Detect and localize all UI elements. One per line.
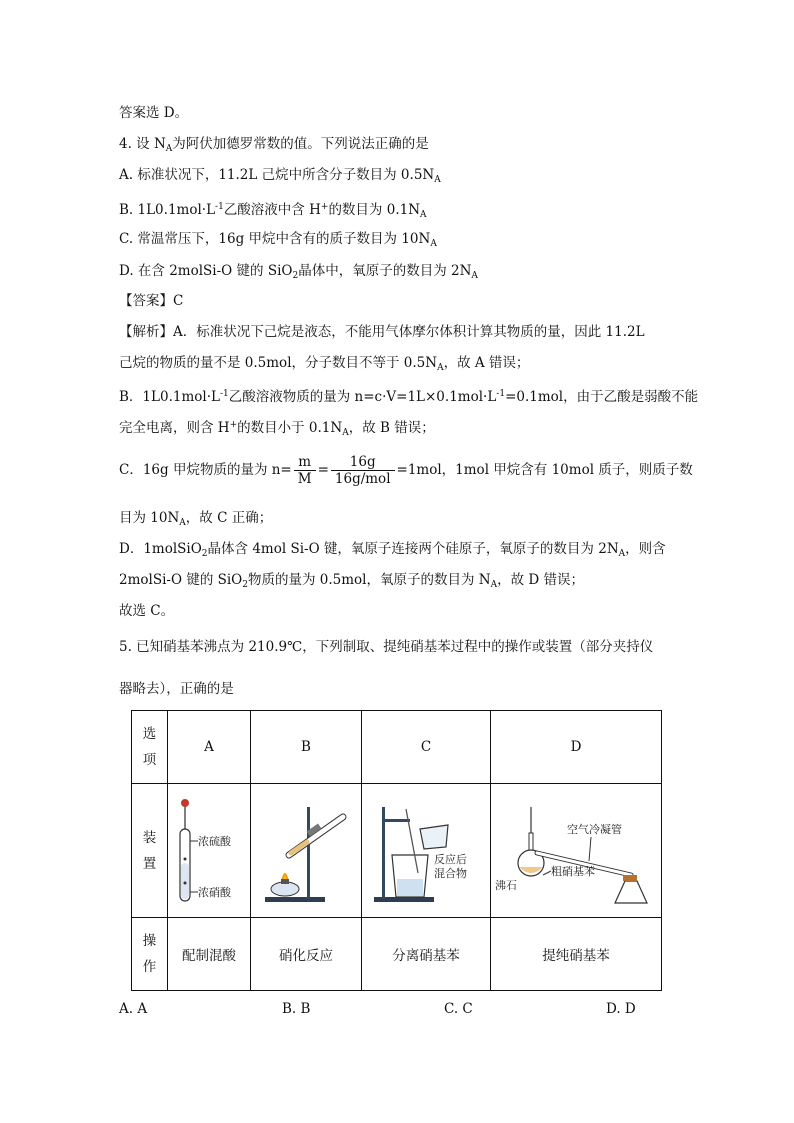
prev-answer: 答案选 D。 xyxy=(119,105,189,121)
apparatus-a xyxy=(168,784,251,918)
analysis-line-3: B．$1L0.1mol\cdot L^{-1}$乙酸溶液物质的量为 $n=c\cdot V=1L\times 0.1mol\cdot L^{-1}=0.1mol$，由于乙酸是弱酸不能 xyxy=(119,389,699,405)
label-reaction-mixture-1: 反应后 xyxy=(434,852,467,866)
q4-option-b: B. $1L0.1mol\cdot L^{-1}$乙酸溶液中含 H+的数目为 $0.1N_A$ xyxy=(119,202,427,220)
header-b: B xyxy=(251,711,362,784)
analysis-line-8: 2molSi-O 键的 SiO$_2$物质的量为 0.5mol，氧原子的数目为 $N_A$，故 D 错误； xyxy=(119,572,585,590)
apparatus-b xyxy=(251,784,362,918)
analysis-line-6: 目为 $10N_A$，故 C 正确； xyxy=(119,510,273,528)
analysis-line-1: 【解析】A．标准状况下己烷是液态，不能用气体摩尔体积计算其物质的量，因此 11.2L xyxy=(119,324,645,340)
analysis-line-4: 完全电离，则含 H+的数目小于 $0.1N_A$，故 B 错误； xyxy=(119,420,435,438)
choice-d[interactable]: D. D xyxy=(606,1001,636,1017)
header-d: D xyxy=(491,711,662,784)
fraction-16g-over-molar-mass: $\frac{16g}{\text{16g/mol}}$ xyxy=(331,454,395,487)
operation-b: 硝化反应 xyxy=(251,918,362,991)
nitration-diagram xyxy=(251,789,361,909)
apparatus-d xyxy=(491,784,662,918)
label-crude-nitrobenzene: 粗硝基苯 xyxy=(551,864,595,878)
mixing-tube-diagram xyxy=(168,789,250,909)
row-label-apparatus: 装 置 xyxy=(132,784,168,918)
analysis-line-7: D．1molSiO$_2$晶体含 4mol Si-O 键，氧原子连接两个硅原子，氧原子的数目为 $2N_A$，则含 xyxy=(119,541,666,559)
analysis-line-5: C．16g 甲烷物质的量为 n= $\frac{m}{M}$ = $\frac{16g}{\text{16g/mol}}$ =1mol，1mol 甲烷含有 10mol 质子，则质子数 xyxy=(119,454,693,487)
analysis-line-9: 故选 C。 xyxy=(119,603,175,619)
q4-stem: 4. 设 $N_A$为阿伏加德罗常数的值。下列说法正确的是 xyxy=(119,136,429,154)
header-a: A xyxy=(168,711,251,784)
separation-diagram xyxy=(362,789,490,909)
q4-answer: 【答案】C xyxy=(119,293,184,309)
header-c: C xyxy=(362,711,491,784)
choice-b[interactable]: B. B xyxy=(282,1001,311,1017)
label-boiling-stone: 沸石 xyxy=(495,878,517,892)
label-reaction-mixture-2: 混合物 xyxy=(434,866,467,880)
operation-d: 提纯硝基苯 xyxy=(491,918,662,991)
q4-option-c: C. 常温常压下，16g 甲烷中含有的质子数目为 $10N_A$ xyxy=(119,231,437,249)
q4-option-a: A. 标准状况下，11.2L 己烷中所含分子数目为 $0.5N_A$ xyxy=(119,167,441,185)
q5-stem-line-2: 器略去），正确的是 xyxy=(119,681,234,697)
choice-c[interactable]: C. C xyxy=(444,1001,473,1017)
row-label-option: 选 项 xyxy=(132,711,168,784)
fraction-m-over-M: $\frac{m}{M}$ xyxy=(294,454,316,487)
q5-stem-line-1: 5. 已知硝基苯沸点为 210.9℃，下列制取、提纯硝基苯过程中的操作或装置（部分夹持仪 xyxy=(119,639,654,655)
label-conc-nitric-acid: 浓硝酸 xyxy=(198,885,231,899)
apparatus-table xyxy=(131,710,662,991)
q4-option-d: D. 在含 2molSi-O 键的 SiO$_2$晶体中，氧原子的数目为 $2N_A$ xyxy=(119,263,478,281)
choice-a[interactable]: A. A xyxy=(119,1001,148,1017)
label-air-condenser: 空气冷凝管 xyxy=(567,822,622,836)
operation-c: 分离硝基苯 xyxy=(362,918,491,991)
analysis-line-2: 己烷的物质的量不是 0.5mol，分子数目不等于 $0.5N_A$，故 A 错误； xyxy=(119,355,530,373)
row-label-operation: 操 作 xyxy=(132,918,168,991)
apparatus-c xyxy=(362,784,491,918)
distillation-diagram xyxy=(491,789,661,909)
label-conc-sulfuric-acid: 浓硫酸 xyxy=(198,834,231,848)
operation-a: 配制混酸 xyxy=(168,918,251,991)
